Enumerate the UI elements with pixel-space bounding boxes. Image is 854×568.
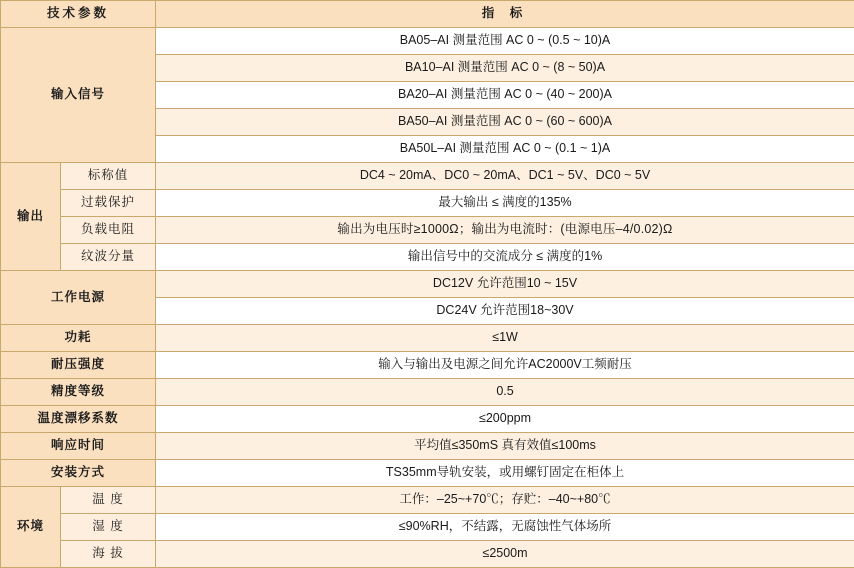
row-sub-altitude: 海 拔 <box>61 541 156 568</box>
row-sub-nominal-value: 标称值 <box>61 163 156 190</box>
table-row <box>1 379 854 406</box>
table-row <box>1 325 854 352</box>
row-group-working-power: 工作电源 <box>1 271 156 325</box>
table-row <box>1 271 854 298</box>
row-value: ≤90%RH，不结露，无腐蚀性气体场所 <box>156 514 854 541</box>
table-body <box>1 1 854 568</box>
row-value: BA10–AI 测量范围 AC 0 ~ (8 ~ 50)A <box>156 55 854 82</box>
row-value: ≤200ppm <box>156 406 854 433</box>
row-sub-overload-protection: 过载保护 <box>61 190 156 217</box>
header-cell-parameters: 技术参数 <box>1 1 156 28</box>
row-value: ≤1W <box>156 325 854 352</box>
table-row <box>1 244 854 271</box>
row-group-dielectric-strength: 耐压强度 <box>1 352 156 379</box>
row-value: BA50L–AI 测量范围 AC 0 ~ (0.1 ~ 1)A <box>156 136 854 163</box>
row-value: ≤2500m <box>156 541 854 568</box>
row-group-accuracy-class: 精度等级 <box>1 379 156 406</box>
table-row <box>1 541 854 568</box>
row-sub-ripple: 纹波分量 <box>61 244 156 271</box>
table-row <box>1 190 854 217</box>
table-row <box>1 352 854 379</box>
table-header-row <box>1 1 854 28</box>
row-value: TS35mm导轨安装，或用螺钉固定在柜体上 <box>156 460 854 487</box>
row-sub-temperature: 温 度 <box>61 487 156 514</box>
table-row <box>1 514 854 541</box>
row-value: DC24V 允许范围18~30V <box>156 298 854 325</box>
table-row <box>1 217 854 244</box>
table-row <box>1 433 854 460</box>
row-group-mounting: 安装方式 <box>1 460 156 487</box>
table-row <box>1 163 854 190</box>
row-value: 输出信号中的交流成分 ≤ 满度的1% <box>156 244 854 271</box>
table-row <box>1 28 854 55</box>
row-value: 工作：–25~+70℃；存贮：–40~+80℃ <box>156 487 854 514</box>
row-value: DC12V 允许范围10 ~ 15V <box>156 271 854 298</box>
table-row <box>1 406 854 433</box>
row-value: 0.5 <box>156 379 854 406</box>
row-value: BA05–AI 测量范围 AC 0 ~ (0.5 ~ 10)A <box>156 28 854 55</box>
row-value: DC4 ~ 20mA、DC0 ~ 20mA、DC1 ~ 5V、DC0 ~ 5V <box>156 163 854 190</box>
row-value: BA50–AI 测量范围 AC 0 ~ (60 ~ 600)A <box>156 109 854 136</box>
row-sub-humidity: 湿 度 <box>61 514 156 541</box>
row-group-input-signal: 输入信号 <box>1 28 156 163</box>
row-value: 输出为电压时≥1000Ω；输出为电流时：(电源电压–4/0.02)Ω <box>156 217 854 244</box>
row-value: 平均值≤350mS 真有效值≤100ms <box>156 433 854 460</box>
row-value: 最大输出 ≤ 满度的135% <box>156 190 854 217</box>
row-value: BA20–AI 测量范围 AC 0 ~ (40 ~ 200)A <box>156 82 854 109</box>
row-group-output: 输出 <box>1 163 61 271</box>
header-cell-index: 指 标 <box>156 1 854 28</box>
row-sub-load-resistance: 负载电阻 <box>61 217 156 244</box>
row-value: 输入与输出及电源之间允许AC2000V工频耐压 <box>156 352 854 379</box>
row-group-temp-drift: 温度漂移系数 <box>1 406 156 433</box>
table-row <box>1 460 854 487</box>
table-row <box>1 487 854 514</box>
row-group-power-consumption: 功耗 <box>1 325 156 352</box>
row-group-environment: 环境 <box>1 487 61 568</box>
row-group-response-time: 响应时间 <box>1 433 156 460</box>
